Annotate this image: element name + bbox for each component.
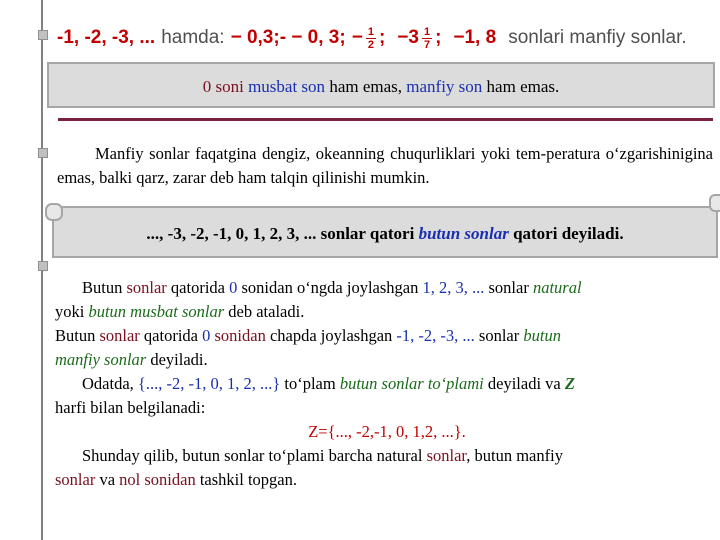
line-7-set: Z={..., -2,-1, 0, 1,2, ...}. bbox=[308, 422, 466, 441]
line-2: yoki butun musbat sonlar deb ataladi. bbox=[55, 302, 305, 321]
line-4: manfiy sonlar deyiladi. bbox=[55, 350, 208, 369]
fraction-1: $\frac{1}{2}$ bbox=[367, 25, 374, 51]
line-5: Odatda, {..., -2, -1, 0, 1, 2, ...} to‘plam butun sonlar to‘plami deyiladi va Z bbox=[82, 374, 575, 393]
paragraph-negative-numbers: Manfiy sonlar faqatgina dengiz, okeanning chuqurliklari yoki tem-peratura o‘zgarishinigina emas, balki qarz, zarar deb ham talqin qilinishi mumkin. bbox=[57, 144, 713, 187]
line-6: harfi bilan belgilanadi: bbox=[55, 398, 206, 417]
integers-body-text bbox=[55, 276, 719, 492]
zero-definition-box bbox=[47, 62, 715, 108]
integer-row-text: ..., -3, -2, -1, 0, 1, 2, 3, ... sonlar qatori butun sonlar qatori deyiladi. bbox=[146, 224, 624, 243]
scroll-curl-left bbox=[45, 203, 63, 221]
formula-last: −1, 8 bbox=[453, 27, 497, 48]
bullet-3 bbox=[38, 261, 48, 271]
formula-lead: -1, -2, -3, ... bbox=[57, 27, 156, 48]
formula-semicolon-2: ; bbox=[435, 27, 442, 48]
line-1: Butun sonlar qatorida 0 sonidan o‘ngda joylashgan 1, 2, 3, ... sonlar natural bbox=[82, 278, 582, 297]
formula-line: -1, -2, -3, ... hamda: − 0,3;- − 0, 3; − $\frac{1}{2}$ ; −3 $\frac{1}{7}$ ; −1, 8 sonlari manfiy sonlar. bbox=[57, 25, 687, 51]
mixed-number: −3 $\frac{1}{7}$ bbox=[397, 25, 431, 51]
line-3: Butun sonlar qatorida 0 sonidan chapda joylashgan -1, -2, -3, ... sonlar butun bbox=[55, 326, 561, 345]
bullet-1 bbox=[38, 30, 48, 40]
scroll-curl-right bbox=[709, 194, 720, 212]
formula-hamda: hamda: bbox=[161, 27, 225, 48]
bullet-2 bbox=[38, 148, 48, 158]
formula-semicolon-1: ; bbox=[378, 27, 386, 48]
line-8: Shunday qilib, butun sonlar to‘plami barcha natural sonlar, butun manfiy bbox=[82, 446, 563, 465]
integer-row-scroll-box bbox=[52, 206, 718, 258]
divider-rule bbox=[58, 118, 713, 121]
formula-minus-a: − 0,3;- − 0, 3; bbox=[230, 27, 346, 48]
zero-definition-text: 0 soni musbat son ham emas, manfiy son ham emas. bbox=[202, 77, 560, 96]
line-9: sonlar va nol sonidan tashkil topgan. bbox=[55, 470, 297, 489]
formula-tail: sonlari manfiy sonlar. bbox=[508, 27, 687, 48]
